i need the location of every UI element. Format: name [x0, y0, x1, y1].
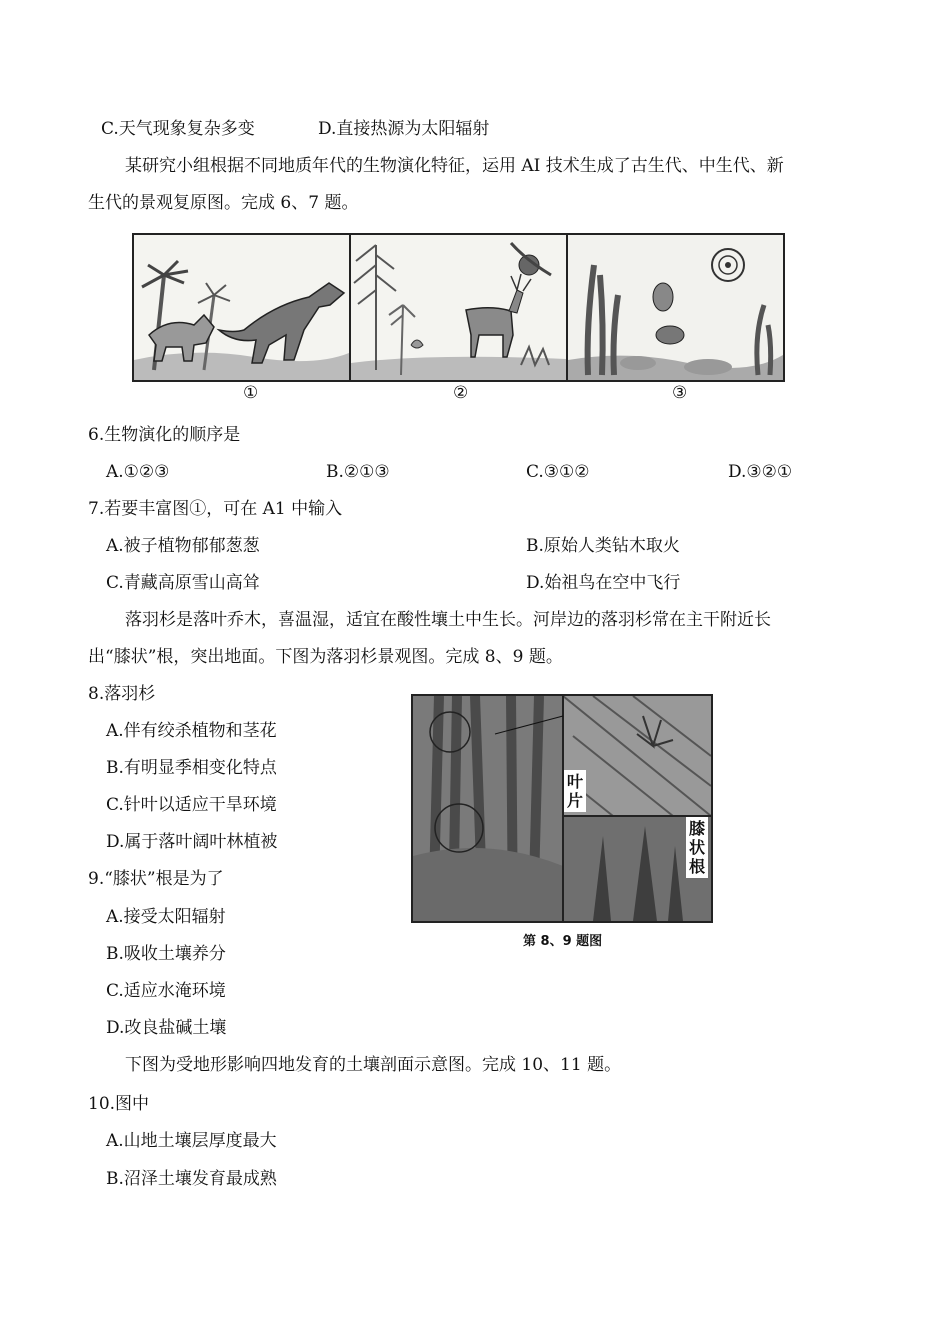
q6-option-a: A.①②③ [106, 462, 170, 482]
q8-option-a: A.伴有绞杀植物和茎花 [106, 721, 277, 741]
panel-2-cenozoic-image [349, 233, 568, 382]
q6-stem: 6.生物演化的顺序是 [88, 425, 241, 445]
cypress-photo [411, 694, 713, 923]
intro1-line2: 生代的景观复原图。完成 6、7 题。 [88, 193, 359, 213]
q8-option-c: C.针叶以适应干旱环境 [106, 795, 277, 815]
q7-option-c: C.青藏高原雪山高耸 [106, 573, 260, 593]
q8-stem: 8.落羽杉 [88, 684, 156, 704]
q9-option-b: B.吸收土壤养分 [106, 944, 226, 964]
panel-1-mesozoic-image [132, 233, 351, 382]
q7-option-a: A.被子植物郁郁葱葱 [106, 536, 260, 556]
panel-2-label: ② [453, 383, 469, 403]
q6-option-b: B.②①③ [326, 462, 390, 482]
q7-stem: 7.若要丰富图①，可在 A1 中输入 [88, 499, 343, 519]
label-leaf: 叶片 [564, 770, 586, 812]
q9-stem: 9.“膝状”根是为了 [88, 869, 224, 889]
q10-stem: 10.图中 [88, 1094, 150, 1114]
q10-option-a: A.山地土壤层厚度最大 [106, 1131, 277, 1151]
q7-option-b: B.原始人类钻木取火 [526, 536, 680, 556]
panel-3-paleozoic-image [566, 233, 785, 382]
q7-option-d: D.始祖鸟在空中飞行 [526, 573, 681, 593]
intro3: 下图为受地形影响四地发育的土壤剖面示意图。完成 10、11 题。 [125, 1055, 622, 1075]
option-d-prev: D.直接热源为太阳辐射 [318, 119, 490, 139]
label-knee-root: 膝状根 [686, 817, 708, 878]
q8-option-d: D.属于落叶阔叶林植被 [106, 832, 278, 852]
figure2-caption: 第 8、9 题图 [523, 934, 603, 949]
q8-option-b: B.有明显季相变化特点 [106, 758, 277, 778]
panel-1-label: ① [243, 383, 259, 403]
q9-option-c: C.适应水淹环境 [106, 981, 226, 1001]
intro2-line2: 出“膝状”根，突出地面。下图为落羽杉景观图。完成 8、9 题。 [88, 647, 563, 667]
q9-option-a: A.接受太阳辐射 [106, 907, 226, 927]
option-c-prev: C.天气现象复杂多变 [101, 119, 255, 139]
q6-option-c: C.③①② [526, 462, 590, 482]
intro2-line1: 落羽杉是落叶乔木，喜温湿，适宜在酸性壤土中生长。河岸边的落羽杉常在主干附近长 [125, 610, 771, 630]
q9-option-d: D.改良盐碱土壤 [106, 1018, 227, 1038]
q6-option-d: D.③②① [728, 462, 793, 482]
q10-option-b: B.沼泽土壤发育最成熟 [106, 1169, 277, 1189]
intro1-line1: 某研究小组根据不同地质年代的生物演化特征，运用 AI 技术生成了古生代、中生代、新 [125, 156, 784, 176]
panel-3-label: ③ [672, 383, 688, 403]
